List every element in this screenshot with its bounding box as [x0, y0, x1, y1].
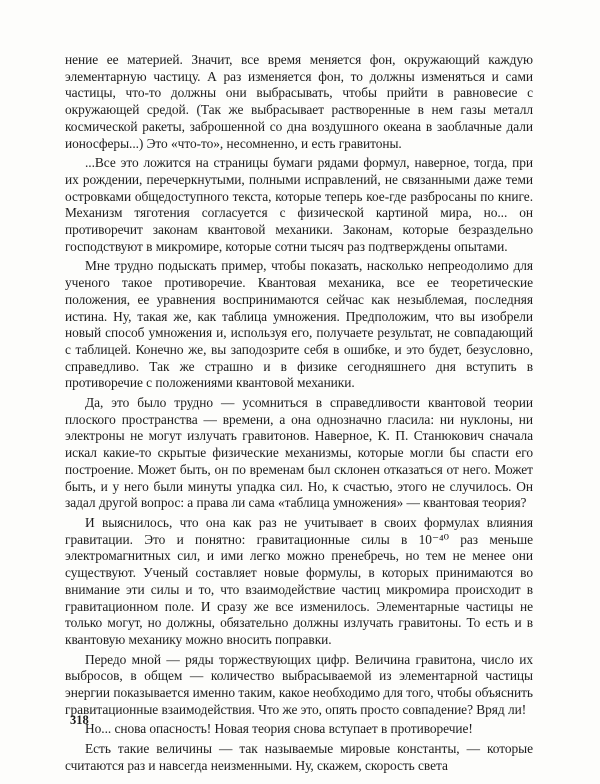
- paragraph: И выяснилось, что она как раз не учитывает в своих формулах влияния гравитации. Это и понятно: гравитационные силы в 10⁻⁴⁰ раз меньше электромагнитных сил, и ими легко можно пренебречь, но тем не менее они существуют. Ученый составляет новые формулы, в которых принимаются во внимание эти силы и то, что взаимодействие частиц микромира происходит в гравитационном поле. И сразу же все изменилось. Элементарные частицы не только могут, но должны, обязательно должны излучать гравитоны. То есть и в квантовую механику можно вносить поправки.: [65, 514, 533, 647]
- paragraph: Да, это было трудно — усомниться в справедливости квантовой теории плоского пространства — времени, а она однозначно гласила: ни нуклоны, ни электроны не могут излучать гравитонов. Наверное, К. П. Станюкович сначала искал какие-то скрытые физические механизмы, которые могли бы спасти его построение. Может быть, он по временам был склонен отказаться от него. Может быть, и у него были минуты упадка сил. Но, к счастью, этого не случилось. Он задал другой вопрос: а права ли сама «таблица умножения» — квантовая теория?: [65, 395, 533, 511]
- page-number: 318: [70, 713, 89, 727]
- paragraph: нение ее материей. Значит, все время меняется фон, окружающий каждую элементарную частицу. А раз изменяется фон, то должны изменяться и сами частицы, что-то должны они выбрасывать, чтобы прийти в равновесие с окружающей средой. (Так же выбрасывает растворенные в нем газы металл космической ракеты, заброшенной со дна воздушного океана в заоблачные дали ионосферы...) Это «что-то», несомненно, и есть гравитоны.: [65, 52, 533, 151]
- paragraph: Есть такие величины — так называемые мировые константы, — которые считаются раз и навсегда неизменными. Ну, скажем, скорость света: [65, 741, 533, 773]
- paragraph: ...Все это ложится на страницы бумаги рядами формул, наверное, тогда, при их рождении, перечеркнутыми, полными исправлений, не связанными даже теми островками общедоступного текста, которые теперь кое-где разбросаны по книге. Механизм тяготения согласуется с физической картиной мира, но... он противоречит законам квантовой механики. Законам, которые безраздельно господствуют в микромире, которые сотни тысяч раз подтверждены опытами.: [65, 155, 533, 254]
- paragraph: Но... снова опасность! Новая теория снова вступает в противоречие!: [85, 721, 473, 737]
- paragraph: Передо мной — ряды торжествующих цифр. Величина гравитона, число их выбросов, в общем — количество выбрасываемой из элементарной частицы энергии показывается именно таким, какое необходимо для того, чтобы объяснить гравитационные взаимодействия. Что же это, опять просто совпадение? Вряд ли!: [65, 651, 533, 717]
- page-body-text: [65, 52, 533, 778]
- paragraph: Мне трудно подыскать пример, чтобы показать, насколько непреодолимо для ученого такое противоречие. Квантовая механика, все ее теоретические положения, ее уравнения воспринимаются сейчас как незыблемая, последняя истина. Ну, такая же, как таблица умножения. Предположим, что вы изобрели новый способ умножения и, используя его, получаете результат, не совпадающий с таблицей. Конечно же, вы заподозрите себя в ошибке, и это будет, безусловно, справедливо. Так же страшно и в физике сегодняшнего дня вступить в противоречие с положениями квантовой механики.: [65, 258, 533, 391]
